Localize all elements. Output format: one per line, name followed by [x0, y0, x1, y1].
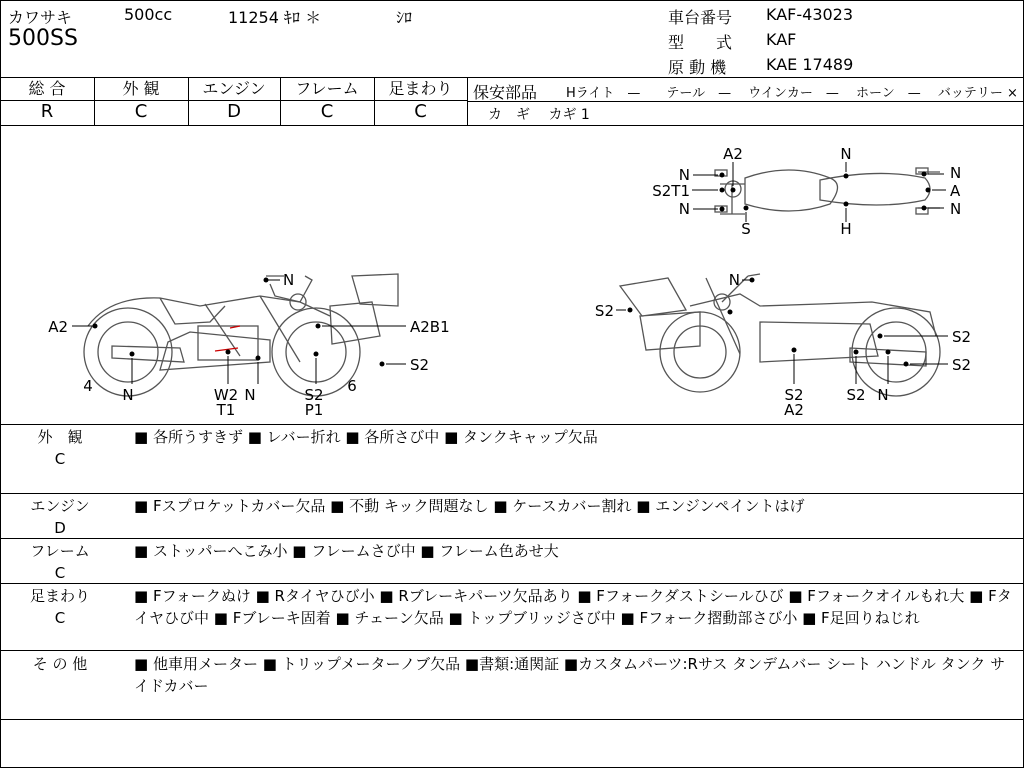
diagram-label: N: [950, 200, 962, 218]
diagram-label: H: [840, 220, 852, 238]
divider: [0, 650, 1023, 651]
section-suspension-notes: ■ Fフォークぬけ ■ Rタイヤひび小 ■ Rブレーキパーツ欠品あり ■ Fフォークダストシールひび ■ Fフォークオイルもれ大 ■ Fタイヤひび中 ■ Fブレーキ固着 ■ チェーン欠品 ■ トップブリッジさび中 ■ Fフォーク摺動部さび小 ■ F足回りねじれ: [134, 587, 1012, 627]
displacement: 500cc: [124, 5, 173, 24]
diagram-label: S2T1: [652, 182, 690, 200]
diagram-label: N: [244, 386, 256, 404]
type-label: 型 式: [668, 33, 733, 52]
right-side-bike: [620, 274, 940, 396]
divider: [0, 424, 1023, 425]
section-exterior-notes: ■ 各所うすきず ■ レバー折れ ■ 各所さび中 ■ タンクキャップ欠品: [134, 428, 598, 446]
section-engine-notes: ■ Fスプロケットカバー欠品 ■ 不動 キック問題なし ■ ケースカバー割れ ■ エンジンペイントはげ: [134, 497, 805, 515]
section-title: エンジン: [30, 497, 90, 515]
diagram-label: 4: [83, 377, 93, 395]
grade-engine: [188, 78, 280, 125]
engine-number-label: 原 動 機: [668, 58, 727, 77]
diagram-label: A2: [784, 401, 804, 419]
diagram-label: N: [283, 271, 295, 289]
section-title: 外 観: [37, 428, 83, 446]
section-other-notes: ■ 他車用メーター ■ トリップメーターノブ欠品 ■書類:通関証 ■カスタムパーツ:Rサス タンデムバー シート ハンドル タンク サイドカバー: [134, 655, 1006, 695]
section-grade: C: [54, 450, 66, 468]
section-title: そ の 他: [32, 655, 88, 673]
key-info: カ ギ カギ 1: [488, 107, 590, 123]
divider: [0, 493, 1023, 494]
diagram-label: 6: [347, 377, 357, 395]
grade-value: D: [227, 101, 241, 122]
diagram-label: S2: [784, 386, 804, 404]
diagram-label: S2: [304, 386, 324, 404]
engine-number: KAE 17489: [766, 55, 854, 74]
frame-number: KAF-43023: [766, 5, 854, 24]
section-title: 足まわり: [29, 587, 90, 605]
diagram-label: P1: [304, 401, 324, 419]
section-grade: C: [54, 564, 66, 582]
divider: [467, 101, 1023, 102]
grade-label: 外 観: [122, 79, 160, 98]
section-title: フレーム: [30, 542, 90, 560]
diagram-label: S2: [594, 302, 614, 320]
diagram-label: N: [950, 164, 962, 182]
section-exterior-label: [0, 426, 120, 470]
diagram-label: S2: [952, 356, 972, 374]
grade-overall: [0, 78, 94, 125]
grade-exterior: [94, 78, 188, 125]
diagram-label: N: [877, 386, 889, 404]
grade-value: C: [134, 101, 148, 122]
frame-number-label: 車台番号: [668, 8, 733, 27]
model-name: 500SS: [8, 26, 78, 51]
diagram-label: A2: [48, 318, 68, 336]
section-other-label: [0, 653, 120, 675]
section-engine-label: [0, 495, 120, 539]
diagram-label: W2: [213, 386, 239, 404]
divider: [0, 719, 1023, 720]
grade-value: R: [40, 101, 54, 122]
diagram-label: N: [122, 386, 134, 404]
diagram-label: S2: [846, 386, 866, 404]
diagram-label: N: [678, 166, 690, 184]
type-value: KAF: [766, 30, 797, 49]
grade-label: 足まわり: [388, 79, 453, 98]
section-grade: C: [54, 609, 66, 627]
damage-diagram: [0, 126, 1023, 424]
grade-suspension: [374, 78, 467, 125]
divider: [467, 77, 468, 125]
grade-label: フレーム: [295, 79, 359, 98]
section-frame-label: [0, 540, 120, 584]
grade-label: エンジン: [202, 79, 266, 98]
grade-frame: [280, 78, 374, 125]
body-color: ｼﾛ: [396, 8, 413, 27]
grade-value: C: [320, 101, 334, 122]
section-suspension-label: [0, 585, 120, 629]
grade-label: 総 合: [28, 79, 66, 98]
diagram-label: T1: [216, 401, 236, 419]
section-grade: D: [54, 519, 66, 537]
diagram-label: A: [950, 182, 961, 200]
section-frame-notes: ■ ストッパーへこみ小 ■ フレームさび中 ■ フレーム色あせ大: [134, 542, 559, 560]
maker: カワサキ: [8, 8, 73, 27]
diagram-label: A2: [723, 145, 743, 163]
mileage: 11254 ｷﾛ ＊: [228, 8, 322, 27]
divider: [0, 538, 1023, 539]
diagram-label: N: [728, 271, 740, 289]
diagram-label: N: [678, 200, 690, 218]
diagram-label: S2: [410, 356, 430, 374]
diagram-label: S2: [952, 328, 972, 346]
grade-value: C: [414, 101, 427, 122]
diagram-label: S: [741, 220, 751, 238]
divider: [0, 583, 1023, 584]
diagram-label: N: [840, 145, 852, 163]
safety-label: 保安部品: [473, 83, 538, 102]
safety-parts: Hライト — テール — ウインカー — ホーン — バッテリー ×: [566, 86, 1018, 101]
top-view-bike: [715, 168, 940, 214]
diagram-label: A2B1: [410, 318, 450, 336]
